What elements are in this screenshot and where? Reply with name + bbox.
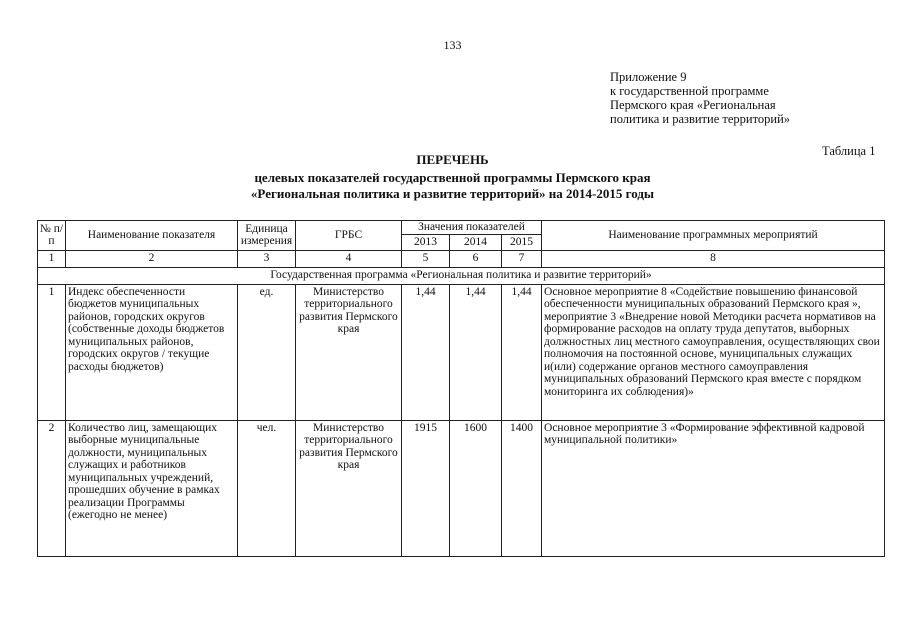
table-row — [38, 420, 885, 556]
program-title: Государственная программа «Региональная политика и развитие территорий» — [38, 267, 885, 284]
column-number: 8 — [542, 250, 885, 267]
column-number: 1 — [38, 250, 66, 267]
appendix-line: политика и развитие территорий» — [610, 112, 791, 126]
row-name: Индекс обеспеченности бюджетов муниципальных районов, городских округов (собственные доходы бюджетов муниципальных районов, городских округов / текущие расходы бюджетов) — [66, 284, 238, 420]
header-2014: 2014 — [450, 235, 502, 251]
title-line: «Региональная политика и развитие территорий» на 2014-2015 годы — [250, 186, 655, 201]
column-number: 6 — [450, 250, 502, 267]
column-number: 4 — [296, 250, 402, 267]
document-title — [0, 152, 905, 202]
table-row — [38, 284, 885, 420]
program-row — [38, 267, 885, 284]
header-row — [38, 221, 885, 235]
indicators-table — [37, 220, 885, 557]
row-num: 2 — [38, 420, 66, 556]
page-number: 133 — [443, 38, 462, 52]
appendix-line: Пермского края «Региональная — [610, 98, 776, 112]
row-value-2014: 1600 — [450, 420, 502, 556]
column-number: 3 — [238, 250, 296, 267]
row-unit: ед. — [238, 284, 296, 420]
row-name: Количество лиц, замещающих выборные муниципальные должности, муниципальных служащих и работников муниципальных учреждений, прошедших обучение в рамках реализации Программы (ежегодно не менее) — [66, 420, 238, 556]
header-measures: Наименование программных мероприятий — [542, 221, 885, 251]
row-value-2013: 1,44 — [402, 284, 450, 420]
title-line: целевых показателей государственной программы Пермского края — [254, 170, 651, 185]
row-measures: Основное мероприятие 3 «Формирование эффективной кадровой муниципальной политики» — [542, 420, 885, 556]
header-unit: Единица измерения — [238, 221, 296, 251]
row-value-2013: 1915 — [402, 420, 450, 556]
row-num: 1 — [38, 284, 66, 420]
row-grbs: Министерство территориального развития Пермского края — [296, 284, 402, 420]
column-number: 2 — [66, 250, 238, 267]
appendix-note — [610, 70, 790, 126]
table-label: Таблица 1 — [822, 144, 876, 158]
title-line: ПЕРЕЧЕНЬ — [416, 152, 489, 167]
header-values: Значения показателей — [402, 221, 542, 235]
header-num: № п/п — [38, 221, 66, 251]
row-unit: чел. — [238, 420, 296, 556]
row-value-2014: 1,44 — [450, 284, 502, 420]
row-value-2015: 1400 — [502, 420, 542, 556]
header-grbs: ГРБС — [296, 221, 402, 251]
header-name: Наименование показателя — [66, 221, 238, 251]
column-number: 5 — [402, 250, 450, 267]
column-numbers-row — [38, 250, 885, 267]
header-2013: 2013 — [402, 235, 450, 251]
appendix-line: к государственной программе — [610, 84, 769, 98]
header-2015: 2015 — [502, 235, 542, 251]
row-grbs: Министерство территориального развития Пермского края — [296, 420, 402, 556]
row-measures: Основное мероприятие 8 «Содействие повышению финансовой обеспеченности муниципальных образований Пермского края », мероприятие 3 «Внедрение новой Методики расчета нормативов на формирование расходов на оплату труда депутатов, выборных должностных лиц местного самоуправления, осуществляющих свои полномочия на постоянной основе, муниципальных служащих и(или) содержание органов местного самоуправления муниципальных образований Пермского края вместе с порядком мониторинга их соблюдения)» — [542, 284, 885, 420]
row-value-2015: 1,44 — [502, 284, 542, 420]
appendix-line: Приложение 9 — [610, 70, 687, 84]
column-number: 7 — [502, 250, 542, 267]
